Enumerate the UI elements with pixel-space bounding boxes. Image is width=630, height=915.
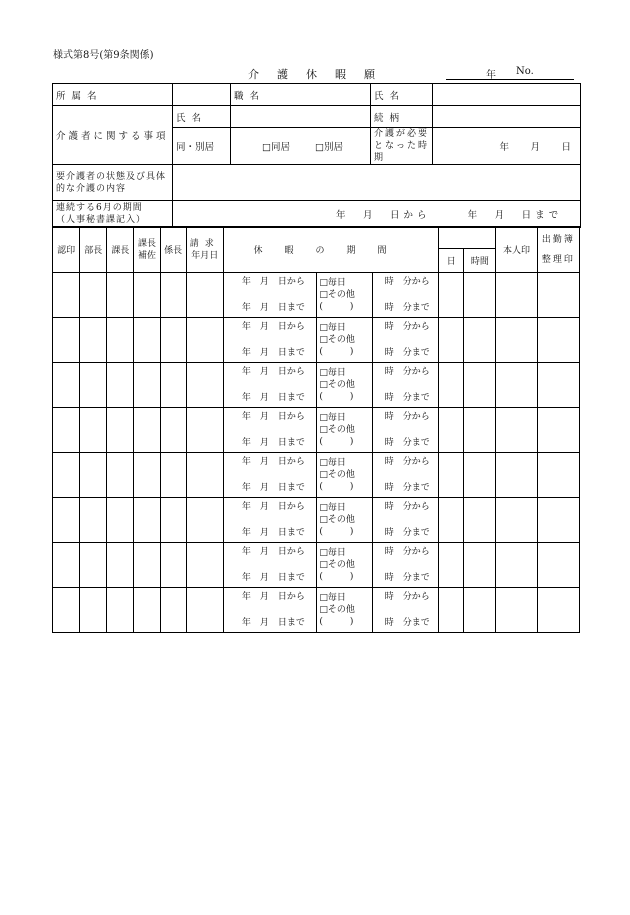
seal-cell[interactable] [80,543,107,588]
seal-cell[interactable] [80,453,107,498]
number-label: No. [516,66,534,77]
seal-cell[interactable] [134,543,160,588]
table-row [53,408,580,453]
time-range-cell[interactable]: 時 分から 時 分まで [372,363,438,408]
caregiver-name-label: 氏名 [173,106,231,128]
days-cell[interactable] [439,453,464,498]
seal-cell[interactable] [80,498,107,543]
hours-cell[interactable] [464,543,496,588]
self-seal-cell[interactable] [496,318,537,363]
table-row [53,498,580,543]
consecutive-period-label: 連続する6月の期間 [56,203,143,213]
when-needed-label: 介護が必要となった時期 [371,128,433,165]
hours-cell[interactable] [464,273,496,318]
record-seal-cell[interactable] [537,273,579,318]
seal-cell[interactable] [186,588,223,633]
other-checkbox[interactable]: □その他 [319,605,355,615]
period-value[interactable] [173,201,581,228]
col-self-seal: 本人印 [496,227,537,273]
col-hours: 時間 [464,249,496,273]
hours-cell[interactable] [464,453,496,498]
table-row [53,453,580,498]
record-seal-cell[interactable] [537,543,579,588]
time-range-cell[interactable]: 時 分から 時 分まで [372,498,438,543]
time-range-cell[interactable]: 時 分から 時 分まで [372,453,438,498]
record-seal-cell[interactable] [537,318,579,363]
self-seal-cell[interactable] [496,408,537,453]
date-range-cell[interactable]: 年 月 日から 年 月 日まで [223,363,317,408]
period-to: 年 月 日まで [467,210,563,221]
seal-cell[interactable] [186,453,223,498]
seal-cell[interactable] [186,498,223,543]
table-row [53,543,580,588]
col-leave-period: 休暇の期間 [223,227,438,273]
seal-cell[interactable] [134,453,160,498]
page-title: 介護休暇願 [248,68,393,81]
other-checkbox[interactable]: □その他 [319,425,355,435]
hours-cell[interactable] [464,318,496,363]
seal-cell[interactable] [160,453,186,498]
table-row [53,273,580,318]
date-range-cell[interactable]: 年 月 日から 年 月 日まで [223,543,317,588]
leave-type-cell[interactable] [317,273,372,318]
other-detail: ( ) [319,572,354,582]
col-days: 日 [439,249,464,273]
col-assistant-chief: 課長補佐 [134,227,160,273]
leave-type-cell[interactable] [317,318,372,363]
seal-cell[interactable] [186,363,223,408]
record-seal-cell[interactable] [537,408,579,453]
other-detail: ( ) [319,482,354,492]
other-checkbox[interactable]: □その他 [319,380,355,390]
seal-cell[interactable] [107,498,134,543]
self-seal-cell[interactable] [496,453,537,498]
seal-cell[interactable] [53,588,80,633]
days-cell[interactable] [439,318,464,363]
date-range-cell[interactable]: 年 月 日から 年 月 日まで [223,273,317,318]
date-range-cell[interactable]: 年 月 日から 年 月 日まで [223,318,317,363]
other-detail: ( ) [319,617,354,627]
leave-type-cell[interactable] [317,543,372,588]
other-detail: ( ) [319,437,354,447]
seal-cell[interactable] [107,408,134,453]
personnel-note: （人事秘書課記入） [56,215,147,225]
date-range-cell[interactable]: 年 月 日から 年 月 日まで [223,498,317,543]
daily-checkbox[interactable]: □毎日 [319,458,346,468]
seal-cell[interactable] [160,588,186,633]
date-range-cell[interactable]: 年 月 日から 年 月 日まで [223,408,317,453]
date-range-cell[interactable]: 年 月 日から 年 月 日まで [223,453,317,498]
condition-value[interactable] [173,165,581,201]
seal-cell[interactable] [186,543,223,588]
self-seal-cell[interactable] [496,498,537,543]
name-label: 氏名 [371,84,433,106]
year-label: 年 [486,70,496,81]
seal-cell[interactable] [107,273,134,318]
affiliation-value[interactable] [173,84,231,106]
seal-cell[interactable] [80,318,107,363]
col-approval: 認印 [53,227,80,273]
year-number-line [446,66,574,80]
seal-cell[interactable] [160,273,186,318]
period-label [53,201,173,228]
col-director: 部長 [80,227,107,273]
other-checkbox[interactable]: □その他 [319,290,355,300]
daily-checkbox[interactable]: □毎日 [319,548,346,558]
other-detail: ( ) [319,527,354,537]
other-checkbox[interactable]: □その他 [319,335,355,345]
time-range-cell[interactable]: 時 分から 時 分まで [372,588,438,633]
leave-table [52,226,580,633]
time-range-cell[interactable]: 時 分から 時 分まで [372,273,438,318]
date-range-cell[interactable]: 年 月 日から 年 月 日まで [223,588,317,633]
seal-cell[interactable] [53,408,80,453]
days-cell[interactable] [439,408,464,453]
seal-cell[interactable] [107,318,134,363]
other-detail: ( ) [319,347,354,357]
time-range-cell[interactable]: 時 分から 時 分まで [372,543,438,588]
days-cell[interactable] [439,543,464,588]
condition-label: 要介護者の状態及び具体的な介護の内容 [53,165,173,201]
caregiver-section-label: 介護者に関する事項 [53,106,173,165]
seal-cell[interactable] [186,318,223,363]
days-cell[interactable] [439,363,464,408]
leave-type-cell[interactable] [317,588,372,633]
seal-cell[interactable] [80,408,107,453]
col-request: 請求 年月日 [186,227,223,273]
days-cell[interactable] [439,273,464,318]
days-cell[interactable] [439,588,464,633]
seal-cell[interactable] [53,363,80,408]
col-section-chief: 課長 [107,227,134,273]
seal-cell[interactable] [80,588,107,633]
daily-checkbox[interactable]: □毎日 [319,323,346,333]
when-needed-value[interactable]: 年 月 日 [433,128,581,165]
living-label: 同・別居 [173,128,231,165]
leave-type-cell[interactable] [317,408,372,453]
daily-checkbox[interactable]: □毎日 [319,503,346,513]
seal-cell[interactable] [107,363,134,408]
leave-type-cell[interactable] [317,363,372,408]
hours-cell[interactable] [464,498,496,543]
seal-cell[interactable] [53,543,80,588]
affiliation-label: 所属名 [53,84,173,106]
hours-cell[interactable] [464,588,496,633]
seal-cell[interactable] [186,273,223,318]
seal-cell[interactable] [53,273,80,318]
caregiver-name-value[interactable] [231,106,371,128]
position-label: 職名 [231,84,371,106]
separate-checkbox[interactable]: □別居 [315,142,344,153]
seal-cell[interactable] [134,318,160,363]
time-range-cell[interactable]: 時 分から 時 分まで [372,408,438,453]
seal-cell[interactable] [53,498,80,543]
daily-checkbox[interactable]: □毎日 [319,593,346,603]
seal-cell[interactable] [160,363,186,408]
table-row [53,318,580,363]
cohabit-checkbox[interactable]: □同居 [262,142,290,153]
table-row [53,363,580,408]
other-checkbox[interactable]: □その他 [319,470,355,480]
other-checkbox[interactable]: □その他 [319,515,355,525]
days-cell[interactable] [439,498,464,543]
seal-cell[interactable] [134,363,160,408]
self-seal-cell[interactable] [496,273,537,318]
seal-cell[interactable] [134,588,160,633]
seal-cell[interactable] [160,318,186,363]
other-checkbox[interactable]: □その他 [319,560,355,570]
seal-cell[interactable] [186,408,223,453]
self-seal-cell[interactable] [496,588,537,633]
info-table [52,83,581,228]
seal-cell[interactable] [53,453,80,498]
seal-cell[interactable] [107,543,134,588]
seal-cell[interactable] [134,273,160,318]
seal-cell[interactable] [53,318,80,363]
form-number: 様式第8号(第9条関係) [53,50,154,61]
self-seal-cell[interactable] [496,543,537,588]
seal-cell[interactable] [80,363,107,408]
seal-cell[interactable] [80,273,107,318]
self-seal-cell[interactable] [496,363,537,408]
record-seal-cell[interactable] [537,588,579,633]
period-from: 年 月 日から [336,210,431,221]
seal-cell[interactable] [160,408,186,453]
table-row [53,588,580,633]
seal-cell[interactable] [134,408,160,453]
hours-cell[interactable] [464,363,496,408]
other-detail: ( ) [319,392,354,402]
other-detail: ( ) [319,302,354,312]
leave-type-cell[interactable] [317,453,372,498]
col-unit-chief: 係長 [160,227,186,273]
time-range-cell[interactable]: 時 分から 時 分まで [372,318,438,363]
daily-checkbox[interactable]: □毎日 [319,413,346,423]
name-value[interactable] [433,84,581,106]
living-options [231,128,371,165]
relationship-value[interactable] [433,106,581,128]
daily-checkbox[interactable]: □毎日 [319,368,346,378]
daily-checkbox[interactable]: □毎日 [319,278,346,288]
col-days-hours-group [439,227,496,249]
record-seal-cell[interactable] [537,363,579,408]
leave-type-cell[interactable] [317,498,372,543]
seal-cell[interactable] [160,543,186,588]
seal-cell[interactable] [107,453,134,498]
relationship-label: 続柄 [371,106,433,128]
record-seal-cell[interactable] [537,498,579,543]
seal-cell[interactable] [134,498,160,543]
col-attendance: 出勤簿 整理印 [537,227,579,273]
hours-cell[interactable] [464,408,496,453]
record-seal-cell[interactable] [537,453,579,498]
seal-cell[interactable] [107,588,134,633]
seal-cell[interactable] [160,498,186,543]
